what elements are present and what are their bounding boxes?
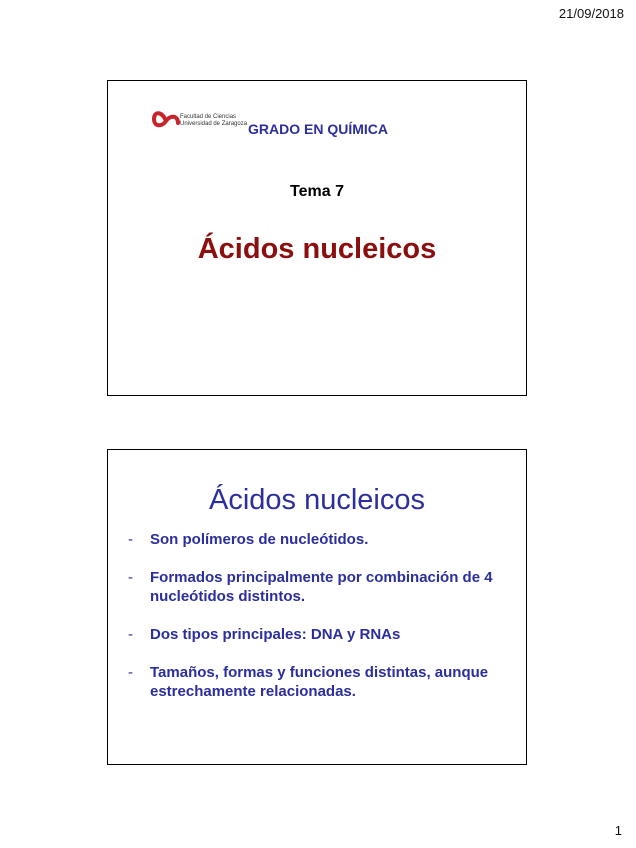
faculty-logo [152, 105, 248, 137]
slide-title: Ácidos nucleicos [197, 233, 437, 265]
logo-text: Facultad de Ciencias Universidad de Zaragoza [180, 114, 248, 127]
bullet-item [128, 663, 518, 701]
bullet-marker: - [128, 626, 133, 643]
slide-2 [107, 449, 527, 765]
bullet-item [128, 530, 518, 549]
bullet-marker: - [128, 664, 133, 681]
bullet-marker: - [128, 569, 133, 586]
bullet-item [128, 568, 518, 606]
bullet-list [128, 530, 518, 720]
bullet-text: Son polímeros de nucleótidos. [150, 531, 369, 548]
slide-1 [107, 80, 527, 396]
bullet-text: Tamaños, formas y funciones distintas, aunque estrechamente relacionadas. [150, 664, 489, 700]
slide-subtitle: Tema 7 [290, 183, 344, 200]
page-number: 1 [614, 823, 622, 838]
slide-title: Ácidos nucleicos [209, 484, 425, 516]
faculty-logo-icon [152, 105, 182, 137]
bullet-item [128, 625, 518, 644]
bullet-marker: - [128, 531, 133, 548]
print-date: 21/09/2018 [558, 6, 624, 21]
bullet-text: Dos tipos principales: DNA y RNAs [150, 626, 401, 643]
bullet-text: Formados principalmente por combinación de 4 nucleótidos distintos. [150, 569, 493, 605]
program-name: GRADO EN QUÍMICA [248, 121, 388, 137]
